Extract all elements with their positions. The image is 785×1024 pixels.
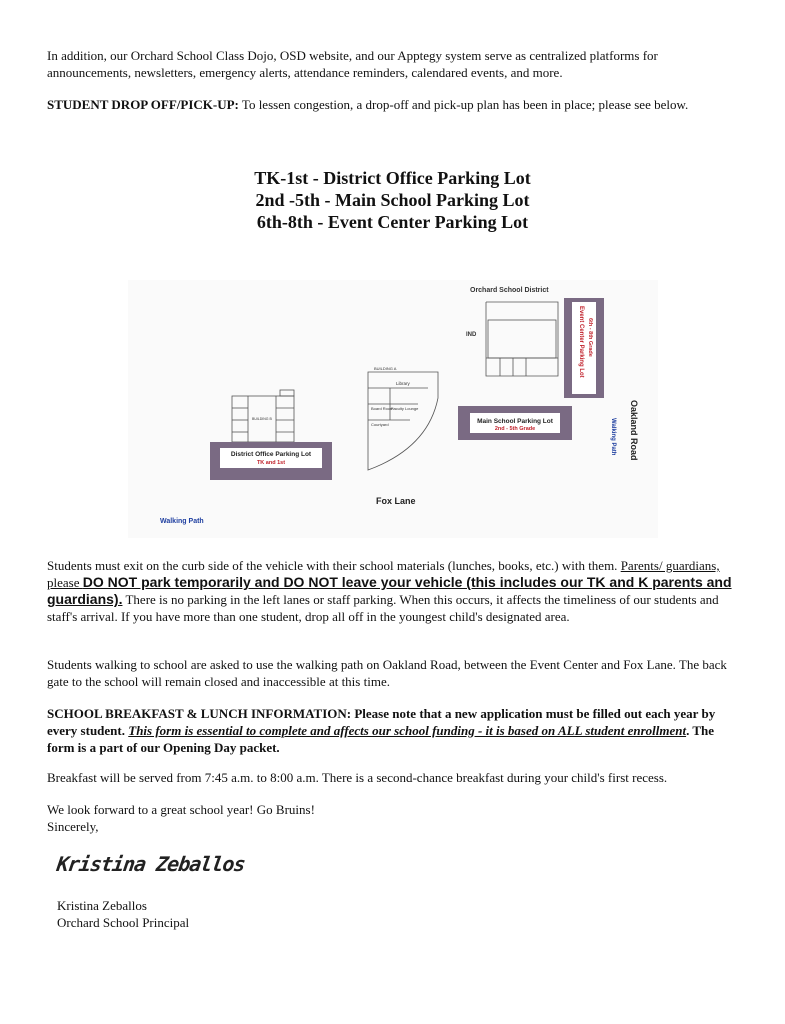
district-lot-label: District Office Parking Lot — [230, 451, 312, 458]
district-label: Orchard School District — [470, 287, 549, 294]
breakfast-time-paragraph: Breakfast will be served from 7:45 a.m. to 8:00 a.m. There is a second-chance breakfast during your child's first recess. — [47, 770, 668, 785]
breakfast-part2: This form is essential to complete and affects our school funding - it is based on ALL student enrollment — [128, 723, 687, 738]
lot-heading-1: TK-1st - District Office Parking Lot — [254, 168, 531, 188]
breakfast-part3: . The form is a part of our Opening Day packet. — [47, 723, 715, 755]
exit-paragraph — [47, 557, 737, 625]
building-a-label: BUILDING A — [374, 366, 397, 371]
exit-part3: DO NOT park temporarily and DO NOT leave your vehicle (this includes our TK and K parents and guardians). — [47, 574, 732, 607]
sincerely-line: Sincerely, — [47, 819, 99, 834]
signature: Kristina Zeballos — [55, 852, 247, 876]
event-lot-grades: 6th - 8th Grade — [587, 318, 593, 357]
walking-paragraph: Students walking to school are asked to use the walking path on Oakland Road, between the Event Center and Fox Lane. The back gate to the school will remain closed and inaccessible at this time. — [47, 657, 727, 689]
breakfast-paragraph — [47, 705, 737, 756]
library-label: Library — [396, 381, 410, 386]
principal-name: Kristina Zeballos — [57, 898, 147, 913]
dropoff-text: To lessen congestion, a drop-off and pick-up plan has been in place; please see below. — [238, 97, 689, 112]
principal-title: Orchard School Principal — [57, 915, 190, 930]
breakfast-part1: SCHOOL BREAKFAST & LUNCH INFORMATION: Please note that a new application must be filled out each year by every student. — [47, 706, 716, 738]
main-lot-label: Main School Parking Lot — [477, 418, 553, 425]
event-lot-label: Event Center Parking Lot — [578, 306, 584, 378]
building-b-label: BUILDING B — [252, 417, 272, 421]
exit-part2: Parents/ guardians, please — [47, 558, 720, 590]
courtyard-label: Courtyard — [371, 422, 389, 427]
ind-label: IND — [466, 332, 477, 338]
main-lot-grades: 2nd - 5th Grade — [494, 426, 536, 432]
exit-part1: Students must exit on the curb side of the vehicle with their school materials (lunches, books, etc.) with them. — [47, 558, 621, 573]
dropoff-paragraph — [47, 96, 737, 113]
walking-path-bottom: Walking Path — [160, 518, 204, 525]
intro-paragraph: In addition, our Orchard School Class Dojo, OSD website, and our Apptegy system serve as centralized platforms for announcements, newsletters, emergency alerts, attendance reminders, calendared events, and more. — [47, 48, 658, 80]
district-lot-grades: TK and 1st — [256, 460, 286, 466]
lot-heading-3: 6th-8th - Event Center Parking Lot — [256, 212, 529, 232]
faculty-lounge-label: Faculty Lounge — [391, 406, 419, 411]
oakland-road-label: Oakland Road — [629, 400, 639, 461]
closing-line: We look forward to a great school year! Go Bruins! — [47, 802, 315, 817]
board-room-label: Board Room — [371, 406, 394, 411]
parking-map — [128, 280, 658, 538]
walking-path-right: Walking Path — [610, 418, 616, 456]
dropoff-label: STUDENT DROP OFF/PICK-UP: — [47, 97, 239, 112]
fox-lane-label: Fox Lane — [376, 496, 416, 506]
exit-part4: There is no parking in the left lanes or staff parking. When this occurs, it affects the timeliness of our students and staff's arrival. If you have more than one student, drop all off in the youngest child's designated area. — [47, 592, 719, 624]
lot-heading-2: 2nd -5th - Main School Parking Lot — [255, 190, 530, 210]
